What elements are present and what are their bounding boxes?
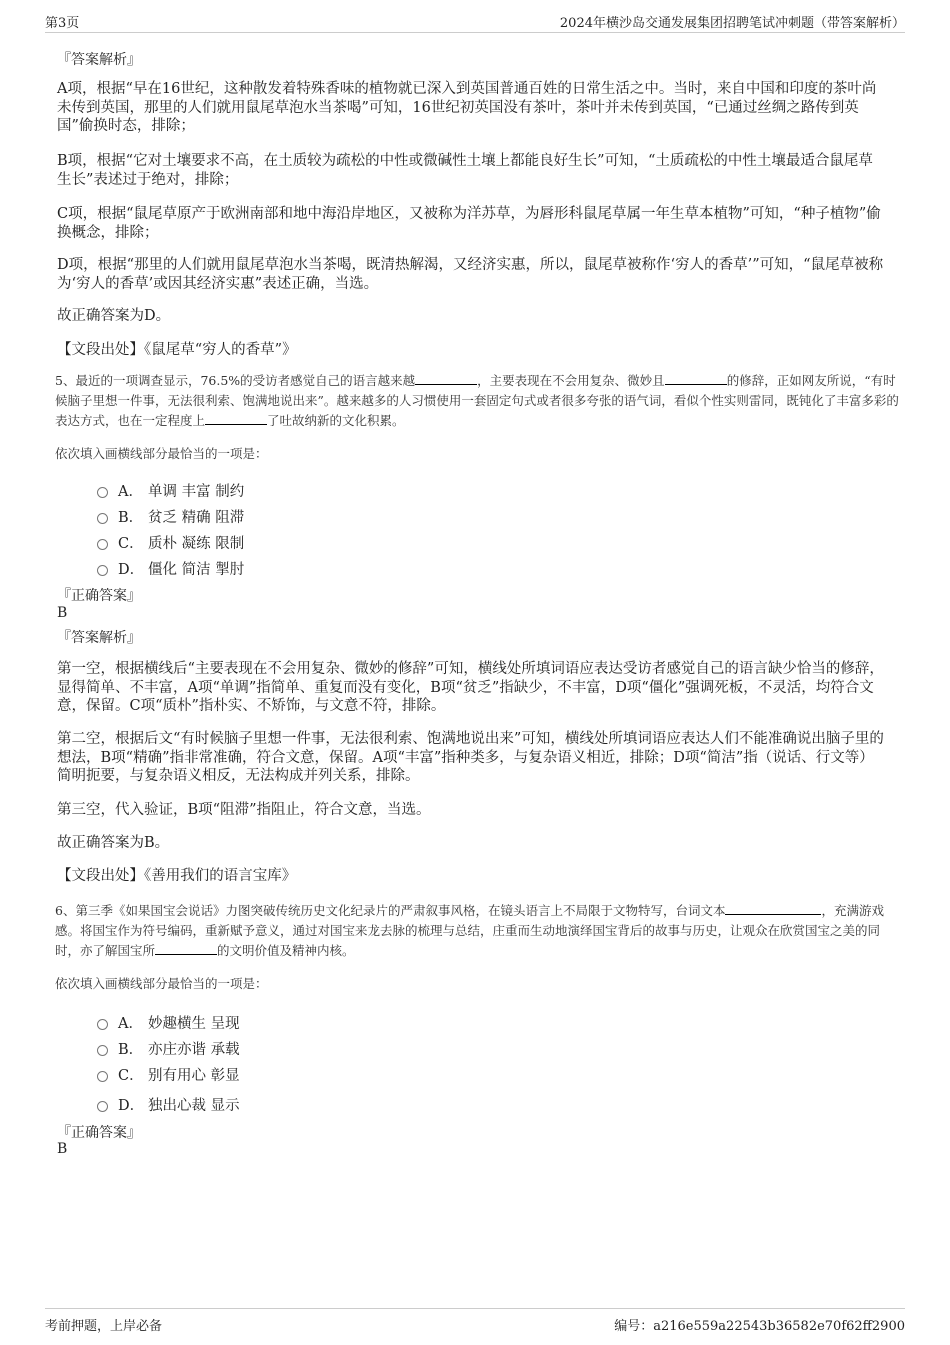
q4-source: 【文段出处】《鼠尾草“穷人的香草”》 xyxy=(57,342,297,358)
q5-blank-3 xyxy=(205,412,267,425)
q6-blank-1 xyxy=(725,902,821,915)
q5-analysis-2: 第二空，根据后文“有时候脑子里想一件事，无法很利索、饱满地说出来”可知，横线处所填词语应表达人们不能准确说出脑子里的想法，B项“精确”指非常准确，符合文意，保留。A项“丰富”指种类多，与复杂语义相近，排除；D项“简洁”指（说话、行文等）简明扼要，与复杂语义相反，无法构成并列关系，排除。 xyxy=(57,731,884,784)
q6-option-d[interactable]: D． 独出心裁 显示 xyxy=(97,1094,240,1115)
document-code: 编号：a216e559a22543b36582e70f62ff2900 xyxy=(614,1319,905,1334)
page-number: 第3页 xyxy=(45,16,80,31)
q4-analysis-b: B项，根据“它对土壤要求不高，在土质较为疏松的中性或微碱性土壤上都能良好生长”可知，“土质疏松的中性土壤最适合鼠尾草生长”表述过于绝对，排除； xyxy=(57,153,873,188)
q5-option-c[interactable]: C． 质朴 凝练 限制 xyxy=(97,532,244,553)
q6-option-b[interactable]: B． 亦庄亦谐 承载 xyxy=(97,1038,240,1059)
q5-stem-part-b: ，主要表现在不会用复杂、微妙且 xyxy=(477,373,665,388)
q5-analysis-label: 『答案解析』 xyxy=(57,630,141,646)
q4-analysis-label: 『答案解析』 xyxy=(57,52,141,68)
page-header xyxy=(45,10,905,33)
q6-option-a[interactable]: A． 妙趣横生 呈现 xyxy=(97,1012,240,1033)
q6-stem-part-a: 6、第三季《如果国宝会说话》力图突破传统历史文化纪录片的严肃叙事风格，在镜头语言上不局限于文物特写，台词文本 xyxy=(55,903,726,918)
q5-answer: B xyxy=(57,605,68,621)
q5-answer-label: 『正确答案』 xyxy=(57,588,141,604)
q4-analysis-c: C项，根据“鼠尾草原产于欧洲南部和地中海沿岸地区，又被称为洋苏草，为唇形科鼠尾草属一年生草本植物”可知，“种子植物”偷换概念，排除； xyxy=(57,206,881,241)
q6-prompt: 依次填入画横线部分最恰当的一项是： xyxy=(55,976,268,991)
q6-blank-2 xyxy=(155,942,217,955)
q6-answer: B xyxy=(57,1141,68,1157)
q6-stem-part-c: 的文明价值及精神内核。 xyxy=(217,943,355,958)
q5-conclusion: 故正确答案为B。 xyxy=(57,835,170,851)
page-footer xyxy=(45,1308,905,1339)
q5-stem-part-a: 5、最近的一项调查显示，76.5%的受访者感觉自己的语言越来越 xyxy=(55,373,416,388)
radio-icon[interactable] xyxy=(97,487,108,498)
q5-option-b[interactable]: B． 贫乏 精确 阻滞 xyxy=(97,506,244,527)
q6-option-c[interactable]: C． 别有用心 彰显 xyxy=(97,1064,240,1085)
radio-icon[interactable] xyxy=(97,1101,108,1112)
q5-source: 【文段出处】《善用我们的语言宝库》 xyxy=(57,868,297,884)
radio-icon[interactable] xyxy=(97,1045,108,1056)
q5-prompt: 依次填入画横线部分最恰当的一项是： xyxy=(55,446,268,461)
q6-answer-label: 『正确答案』 xyxy=(57,1125,141,1141)
document-title: 2024年横沙岛交通发展集团招聘笔试冲刺题（带答案解析） xyxy=(559,16,905,31)
radio-icon[interactable] xyxy=(97,513,108,524)
q4-analysis-a: A项，根据“早在16世纪，这种散发着特殊香味的植物就已深入到英国普通百姓的日常生活之中。当时，来自中国和印度的茶叶尚未传到英国，那里的人们就用鼠尾草泡水当茶喝”可知，16世纪初英国没有茶叶，茶叶并未传到英国，“已通过丝绸之路传到英国”偷换时态，排除； xyxy=(57,81,877,134)
radio-icon[interactable] xyxy=(97,565,108,576)
footer-slogan: 考前押题，上岸必备 xyxy=(45,1319,163,1334)
q5-option-a[interactable]: A． 单调 丰富 制约 xyxy=(97,480,244,501)
q6-stem-part-b: ，充满游戏感。将国宝作为符号编码，重新赋予意义，通过对国宝来龙去脉的梳理与总结，庄重而生动地演绎国宝背后的故事与历史，让观众在欣赏国宝之美的同时，亦了解国宝所 xyxy=(55,903,884,958)
radio-icon[interactable] xyxy=(97,539,108,550)
radio-icon[interactable] xyxy=(97,1019,108,1030)
q5-blank-2 xyxy=(665,372,727,385)
q4-analysis-d: D项，根据“那里的人们就用鼠尾草泡水当茶喝，既清热解渴，又经济实惠，所以，鼠尾草被称作‘穷人的香草’”可知，“鼠尾草被称为‘穷人的香草’或因其经济实惠”表述正确，当选。 xyxy=(57,257,884,292)
q5-stem-part-c: 的修辞，正如网友所说，“有时候脑子里想一件事，无法很利索、饱满地说出来”。越来越多的人习惯使用一套固定句式或者很多夸张的语气词，看似个性实则雷同，既钝化了丰富多彩的表达方式，也在一定程度上 xyxy=(55,373,899,428)
q5-blank-1 xyxy=(415,372,477,385)
q5-stem-part-d: 了吐故纳新的文化积累。 xyxy=(267,413,405,428)
q5-option-d[interactable]: D． 僵化 简洁 掣肘 xyxy=(97,558,244,579)
q6-stem xyxy=(55,901,900,961)
q5-stem xyxy=(55,371,900,431)
q4-conclusion: 故正确答案为D。 xyxy=(57,308,171,324)
q5-analysis-3: 第三空，代入验证，B项“阻滞”指阻止，符合文意，当选。 xyxy=(57,802,431,818)
q5-analysis-1: 第一空，根据横线后“主要表现在不会用复杂、微妙的修辞”可知，横线处所填词语应表达受访者感觉自己的语言缺少恰当的修辞，显得简单、不丰富，A项“单调”指简单、重复而没有变化，B项“贫乏”指缺少，不丰富，D项“僵化”强调死板，不灵活，均符合文意，保留。C项“质朴”指朴实、不矫饰，与文意不符，排除。 xyxy=(57,661,884,714)
radio-icon[interactable] xyxy=(97,1071,108,1082)
